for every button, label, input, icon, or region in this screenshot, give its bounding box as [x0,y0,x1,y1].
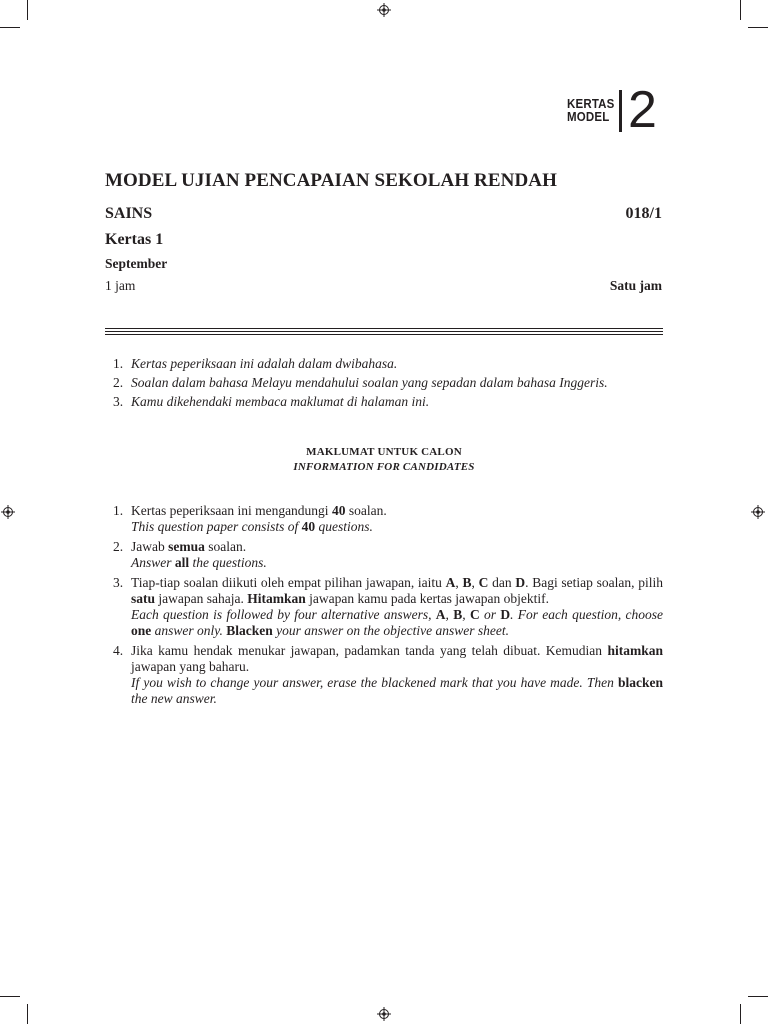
list-item [105,375,663,391]
text-run-bold: 40 [331,503,346,518]
text-run: the questions. [189,555,267,570]
text-run-bold: A [435,607,446,622]
registration-mark-icon [377,1007,391,1021]
paper-number: Kertas 1 [105,231,164,248]
text-run: jawapan sahaja. [155,591,248,606]
text-run-bold: all [174,555,190,570]
instruction-malay [131,643,663,675]
instruction-malay [131,575,663,607]
crop-mark [0,27,20,28]
text-run-bold: A [445,575,456,590]
text-run: If you wish to change your answer, erase the blackened mark that you have made. Then [131,675,618,690]
list-item [105,643,663,707]
duration-words: Satu jam [609,278,662,293]
divider-rule [105,334,663,335]
divider-rule [105,328,663,329]
exam-title: MODEL UJIAN PENCAPAIAN SEKOLAH RENDAH [105,170,557,191]
text-run-bold: satu [131,591,156,606]
badge-number: 2 [628,81,657,139]
text-run-bold: semua [168,539,205,554]
text-run: Kertas peperiksaan ini mengandungi [131,503,332,518]
text-run: jawapan yang baharu. [131,659,250,674]
instruction-english [131,675,663,707]
divider-rule [105,331,663,332]
text-run-bold: blacken [617,675,663,690]
badge-word-kertas: KERTAS [567,97,615,111]
text-run: , [471,575,479,590]
text-run: , [462,607,470,622]
item-number: 1. [113,356,124,371]
crop-mark [740,0,741,20]
instruction-english [131,519,663,535]
item-text: Soalan dalam bahasa Melayu mendahului soalan yang sepadan dalam bahasa Inggeris. [131,375,608,390]
text-run: This question paper consists of [131,519,302,534]
badge-word-model: MODEL [567,110,610,124]
info-heading-english: INFORMATION FOR CANDIDATES [293,461,475,473]
text-run: , [445,607,454,622]
subject: SAINS [105,205,153,222]
text-run-bold: D [515,575,526,590]
text-run-bold: B [453,607,463,622]
crop-mark [0,996,20,997]
item-number: 2. [113,375,124,390]
candidate-instructions [105,503,663,711]
badge-divider [619,90,622,132]
text-run-bold: C [469,607,480,622]
list-item [105,503,663,535]
text-run-bold: one [131,623,152,638]
text-run: . For each question, choose [510,607,664,622]
crop-mark [748,996,768,997]
text-run-bold: 40 [301,519,316,534]
item-number: 1. [113,503,124,518]
registration-mark-icon [1,505,15,519]
crop-mark [27,1004,28,1024]
text-run: dan [488,575,516,590]
text-run-bold: Hitamkan [247,591,306,606]
list-item [105,539,663,571]
text-run: your answer on the objective answer sheet. [272,623,509,638]
instruction-malay [131,503,663,519]
text-run: soalan. [345,503,387,518]
exam-month: September [105,256,168,271]
item-number: 4. [113,643,124,658]
info-heading-malay: MAKLUMAT UNTUK CALON [306,446,462,458]
text-run: or [479,607,501,622]
text-run: Answer [131,555,175,570]
instruction-english [131,607,663,639]
text-run-bold: Blacken [226,623,273,638]
item-number: 2. [113,539,124,554]
text-run: answer only. [151,623,227,638]
text-run: questions. [315,519,373,534]
list-item [105,575,663,639]
item-number: 3. [113,575,124,590]
registration-mark-icon [751,505,765,519]
text-run: Tiap-tiap soalan diikuti oleh empat pilihan jawapan, iaitu [131,575,446,590]
text-run: the new answer. [131,691,217,706]
text-run: soalan. [204,539,247,554]
text-run: Jika kamu hendak menukar jawapan, padamkan tanda yang telah dibuat. Kemudian [131,643,608,658]
item-text: Kamu dikehendaki membaca maklumat di halaman ini. [131,394,430,409]
registration-mark-icon [377,3,391,17]
crop-mark [748,27,768,28]
list-item [105,394,663,410]
paper-code: 018/1 [625,205,662,222]
text-run: . Bagi setiap soalan, pilih [525,575,663,590]
item-text: Kertas peperiksaan ini adalah dalam dwibahasa. [131,356,398,371]
list-item [105,356,663,372]
intro-notes [105,356,663,413]
instruction-malay [131,539,663,555]
text-run-bold: hitamkan [607,643,663,658]
item-number: 3. [113,394,124,409]
text-run: Jawab [131,539,169,554]
text-run: jawapan kamu pada kertas jawapan objektif. [305,591,550,606]
text-run-bold: B [462,575,472,590]
crop-mark [27,0,28,20]
instruction-english [131,555,663,571]
text-run: Each question is followed by four alternative answers, [131,607,436,622]
crop-mark [740,1004,741,1024]
text-run: , [455,575,463,590]
text-run-bold: D [500,607,511,622]
duration-numeric: 1 jam [105,278,136,293]
text-run-bold: C [478,575,489,590]
paper-badge-label [567,98,615,124]
